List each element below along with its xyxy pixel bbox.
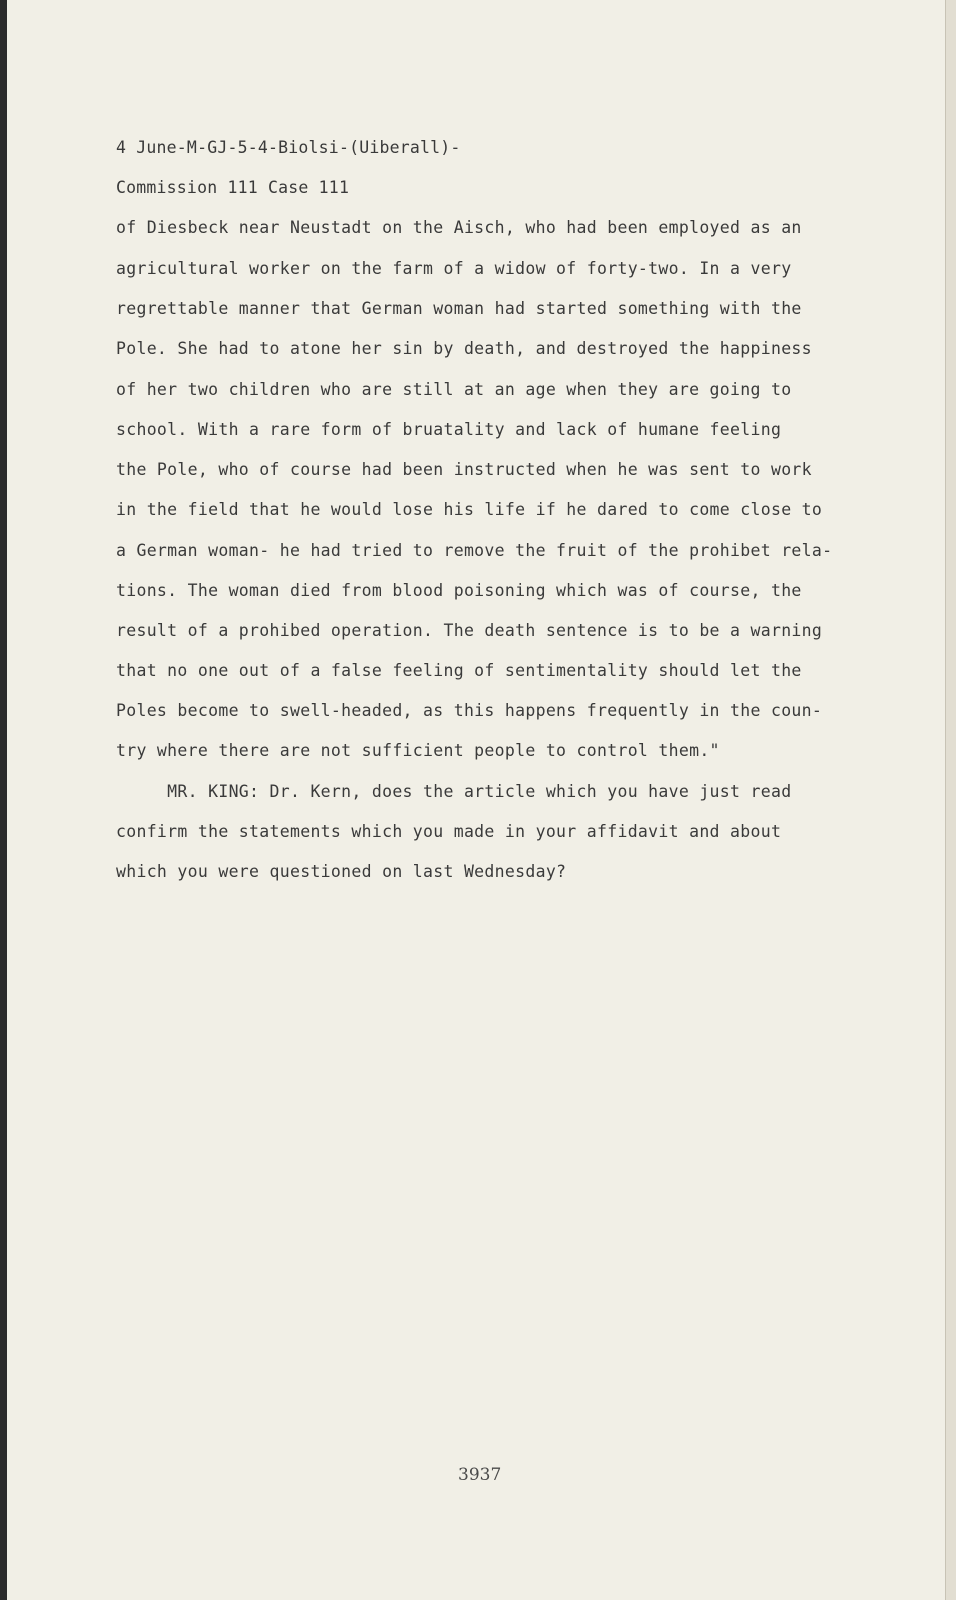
body-line: that no one out of a false feeling of sentimentality should let the bbox=[116, 661, 802, 680]
body-line: a German woman- he had tried to remove the fruit of the prohibet rela- bbox=[116, 541, 833, 560]
body-line: the Pole, who of course had been instructed when he was sent to work bbox=[116, 460, 812, 479]
body-line: Poles become to swell-headed, as this happens frequently in the coun- bbox=[116, 701, 823, 720]
page-number: 3937 bbox=[458, 1465, 502, 1485]
body-line: Pole. She had to atone her sin by death, and destroyed the happiness bbox=[116, 339, 812, 358]
header-commission-line: Commission 111 Case 111 bbox=[116, 178, 350, 197]
body-line: of Diesbeck near Neustadt on the Aisch, who had been employed as an bbox=[116, 218, 802, 237]
body-line: try where there are not sufficient people to control them." bbox=[116, 741, 720, 760]
body-line: school. With a rare form of bruatality and lack of humane feeling bbox=[116, 420, 782, 439]
body-line-speaker: MR. KING: Dr. Kern, does the article which you have just read bbox=[116, 782, 792, 801]
body-line: agricultural worker on the farm of a widow of forty-two. In a very bbox=[116, 259, 792, 278]
body-line: tions. The woman died from blood poisoning which was of course, the bbox=[116, 581, 802, 600]
body-line: which you were questioned on last Wednesday? bbox=[116, 862, 567, 881]
body-line: in the field that he would lose his life if he dared to come close to bbox=[116, 500, 823, 519]
body-line: of her two children who are still at an age when they are going to bbox=[116, 380, 792, 399]
body-line: regrettable manner that German woman had started something with the bbox=[116, 299, 802, 318]
body-line: confirm the statements which you made in your affidavit and about bbox=[116, 822, 782, 841]
body-line: result of a prohibed operation. The death sentence is to be a warning bbox=[116, 621, 823, 640]
header-reference-line: 4 June-M-GJ-5-4-Biolsi-(Uiberall)- bbox=[116, 138, 461, 157]
